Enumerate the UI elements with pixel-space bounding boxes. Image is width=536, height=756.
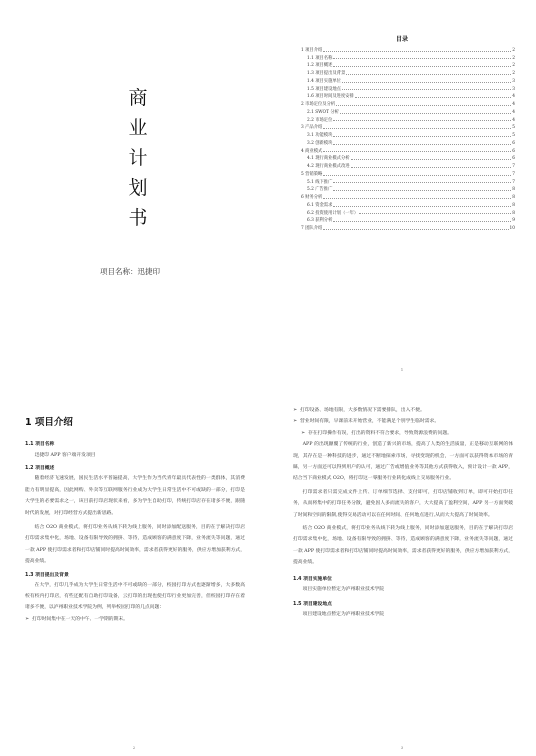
cover-title-char: 计 (128, 147, 148, 169)
cover-title-char: 书 (128, 207, 148, 229)
content-page (268, 378, 536, 756)
toc-leader-dots (340, 113, 511, 114)
toc-entry[interactable] (301, 45, 515, 53)
toc-entry-title: 6.3 获利分析 (307, 218, 333, 224)
toc-entry-page: 7 (512, 179, 515, 185)
toc-entry-page: 2 (512, 63, 515, 69)
toc-leader-dots (333, 144, 511, 145)
paragraph: 随着经济飞速发展，国民生活水平普遍提高，大学生作为当代青年最具代表性的一类群体，其消费能力有明显提高，因此网购、外卖等互联网服务行业成为大学生日常生活中不可或缺的一部分，打印是大学生的必要需求之一，该目前打印店现状来看，多为学生自助打印，传统打印店存在诸多不便，跟随时代的发展，对打印经营方式提出新思路。 (25, 476, 245, 516)
toc-entry-page: 6 (512, 140, 515, 146)
toc-entry-page: 6 (512, 148, 515, 154)
toc-leader-dots (323, 51, 511, 52)
project-name: 项目名称：迅捷印 (100, 267, 160, 276)
toc-entry[interactable] (301, 76, 515, 84)
toc-entry-page: 2 (512, 55, 515, 61)
cover-title (118, 83, 158, 233)
toc-entry-title: 1.5 项目建设地点 (307, 86, 341, 92)
toc-leader-dots (333, 190, 511, 191)
toc-entry[interactable] (301, 99, 515, 107)
toc-entry-page: 3 (512, 78, 515, 84)
bullet-item: ➢ 打印设备、场地有限，大多数情况下需要排队，出入不便。 (293, 405, 513, 416)
cover-page (0, 0, 268, 378)
toc-entry[interactable] (301, 154, 515, 162)
content-page (0, 378, 268, 756)
toc-leader-dots (333, 58, 511, 59)
toc-entry-title: 5 营销策略 (301, 171, 323, 177)
toc-entry[interactable] (301, 92, 515, 100)
toc-leader-dots (355, 97, 511, 98)
toc-entry-page: 8 (512, 202, 515, 208)
toc-entry-page: 5 (512, 125, 515, 131)
toc-title: 目录 (395, 36, 408, 43)
bullet-item: ➢ 营业时间有限，早课前未开始营业，不能满足个别学生临时需求。 (293, 416, 513, 427)
toc-entry-page: 10 (509, 226, 515, 231)
toc-entry-title: 3.1 功能模块 (307, 133, 333, 138)
toc-entry-page: 7 (512, 171, 515, 177)
toc-entry-page: 8 (512, 195, 515, 200)
section-heading: 1 项目介绍 (25, 417, 73, 428)
toc-entry-title: 3.2 创新模块 (307, 140, 333, 146)
toc-entry-title: 5.1 线下推广 (307, 179, 333, 185)
toc-list (301, 45, 515, 231)
toc-entry[interactable] (301, 177, 515, 185)
toc-entry-title: 4.2 现行商业模式改进 (307, 164, 350, 169)
toc-entry-page: 6 (512, 156, 515, 162)
toc-entry-title: 7 团队介绍 (301, 226, 323, 231)
page-number: 2 (132, 746, 136, 750)
toc-entry[interactable] (301, 84, 515, 92)
toc-entry-page: 3 (512, 86, 515, 92)
toc-entry-title: 4.1 现行商业模式分析 (307, 156, 350, 162)
toc-entry-title: 3 产品介绍 (301, 125, 323, 131)
paragraph: 结合 O2O 商业模式，将打印业务从线下转为线上服务，同时添加配送服务，目的在于解决打印店打印需求集中化，场地、设备有限导致的拥挤、等待，造成顾客的满意度下降，业务流失等问题，通过一款 APP 使打印需求者和打印店铺同时提高时间效率，需求者获得更好的服务，供应方增加获利方式，提高业绩。 (25, 525, 245, 565)
cover-title-char: 业 (128, 117, 148, 139)
paragraph: APP 的出现颠覆了传统的行业，创造了新兴的市场，提高了人类的生活质量，正是移动互联网的体现，其存在是一种科技的进步，通过不断地探索市场，寻找变现的机会，一方面可以获得资本市场的青睐，另一方面还可以得到用户的认可，通过广告或增值业务等其他方式获得收入，预计设计一款 APP，结合当下商业模式 O2O，将打印这一零服务行业转化成线上交易服务行业。 (293, 442, 513, 482)
toc-entry[interactable] (301, 169, 515, 177)
toc-entry-title: 6.2 投资使用计划（一年） (307, 210, 359, 216)
toc-entry-title: 1.3 项目提出及背景 (307, 71, 346, 76)
toc-entry-title: 1.4 项目实施单位 (307, 78, 341, 84)
bullet-item: ➢ 存在打印操作有误，打出的资料不符合要求，导致资源浪费的问题。 (293, 428, 513, 439)
subsection-heading: 1.2 项目概述 (25, 466, 55, 472)
toc-leader-dots (336, 105, 511, 106)
toc-entry-page: 9 (512, 218, 515, 224)
toc-page (268, 0, 536, 378)
toc-entry[interactable] (301, 161, 515, 169)
toc-entry[interactable] (301, 138, 515, 146)
toc-leader-dots (342, 89, 511, 90)
toc-entry[interactable] (301, 192, 515, 200)
toc-leader-dots (346, 74, 511, 75)
toc-entry-page: 2 (512, 71, 515, 76)
subsection-heading: 1.3 项目提出及背景 (25, 572, 69, 578)
toc-entry[interactable] (301, 53, 515, 61)
toc-entry-page: 4 (512, 109, 515, 115)
toc-entry-title: 6 财务分析 (301, 195, 323, 200)
subsection-heading: 1.1 项目名称 (25, 442, 55, 447)
toc-entry[interactable] (301, 200, 515, 208)
toc-entry[interactable] (301, 208, 515, 216)
toc-entry-title: 4 商业模式 (301, 148, 323, 154)
paragraph: 迅捷印 APP 客户端开发项目 (34, 453, 96, 458)
toc-leader-dots (323, 151, 511, 152)
toc-leader-dots (333, 136, 511, 137)
paragraph: 打印需求者只需完成文件上传、订单细节选择、支付即可，打印店铺收到订单，即可开始打印任务，从而将集中的打印任务分散，避免因人多而流失的客户，大大提高了盈利空间，APP 另一方面突破了时间和空间的限制,使得交易活动可以在任何时间、任何地点进行,从而大大提高了时间效率。 (293, 489, 513, 518)
toc-leader-dots (333, 206, 511, 207)
bullet-item: ➢ 打印时间集中在一天的中午、一学期的期末。 (25, 614, 245, 625)
toc-leader-dots (351, 159, 512, 160)
toc-entry[interactable] (301, 130, 515, 138)
toc-entry-title: 1.1 项目名称 (307, 55, 333, 61)
paragraph: 在大学，打印几乎成为大学生日常生活中不可或缺的一部分，校园打印方式也逐渐增多，大多数高校有校内打印店，有些还配有自助打印设备，云打印的出现也使打印行业更加完善，但校园打印存在着诸多不便，以泸州职业技术学院为例，列举校园打印的几点问题： (25, 582, 245, 611)
toc-entry-page: 4 (512, 94, 515, 100)
toc-entry-page: 5 (512, 133, 515, 138)
toc-leader-dots (323, 175, 511, 176)
cover-title-char: 划 (128, 177, 148, 199)
toc-leader-dots (333, 221, 511, 222)
toc-entry-title: 6.1 资金需求 (307, 202, 333, 208)
toc-leader-dots (333, 66, 511, 67)
toc-entry[interactable] (301, 223, 515, 231)
toc-entry[interactable] (301, 146, 515, 154)
paragraph: 项目实施单位暂定为泸州职业技术学院 (302, 586, 385, 592)
toc-leader-dots (323, 128, 511, 129)
subsection-heading: 1.4 项目实施单位 (293, 576, 332, 582)
toc-leader-dots (359, 213, 511, 214)
toc-entry[interactable] (301, 123, 515, 131)
toc-entry-page: 4 (512, 117, 515, 123)
subsection-heading: 1.5 项目建设地点 (293, 602, 332, 608)
cover-title-char: 商 (128, 87, 148, 109)
toc-leader-dots (342, 82, 511, 83)
toc-entry-page: 7 (512, 164, 515, 169)
toc-entry-title: 2.1 SWOT 分析 (307, 109, 339, 115)
toc-leader-dots (323, 198, 511, 199)
toc-entry-title: 2.2 市场定位 (307, 117, 333, 123)
toc-entry-page: 4 (512, 102, 515, 107)
toc-entry-page: 2 (512, 47, 515, 53)
toc-leader-dots (333, 120, 511, 121)
toc-entry-page: 8 (512, 187, 515, 193)
toc-entry-title: 1.6 项目时间及进度安排 (307, 94, 354, 100)
toc-entry[interactable] (301, 68, 515, 76)
toc-entry[interactable] (301, 216, 515, 224)
toc-leader-dots (351, 167, 512, 168)
toc-entry[interactable] (301, 107, 515, 115)
page-number: 3 (400, 746, 404, 750)
toc-entry-page: 8 (512, 210, 515, 216)
toc-leader-dots (323, 229, 508, 230)
page-number: 1 (400, 368, 404, 372)
toc-entry-title: 2 市场定位及分析 (301, 102, 336, 107)
toc-entry[interactable] (301, 61, 515, 69)
toc-entry[interactable] (301, 115, 515, 123)
toc-entry-title: 1.2 项目概述 (307, 63, 333, 69)
paragraph: 项目建设地点暂定为泸州职业技术学院 (302, 612, 385, 618)
toc-leader-dots (333, 182, 511, 183)
paragraph: 结合 O2O 商业模式，将打印业务从线下转为线上服务，同时添加递送服务，目的在于解决打印店打印需求集中化，场地、设备有限导致的拥挤、等待，造成顾客的满意度下降，业务流失等问题，通过一款 APP 使打印需求者和打印店铺同时提高时间效率，需求者获得更好的服务，供应方增加获利方式，提高业绩。 (293, 526, 513, 566)
toc-entry-title: 5.2 广告推广 (307, 187, 333, 193)
toc-entry-title: 1 项目介绍 (301, 47, 323, 53)
toc-entry[interactable] (301, 185, 515, 193)
